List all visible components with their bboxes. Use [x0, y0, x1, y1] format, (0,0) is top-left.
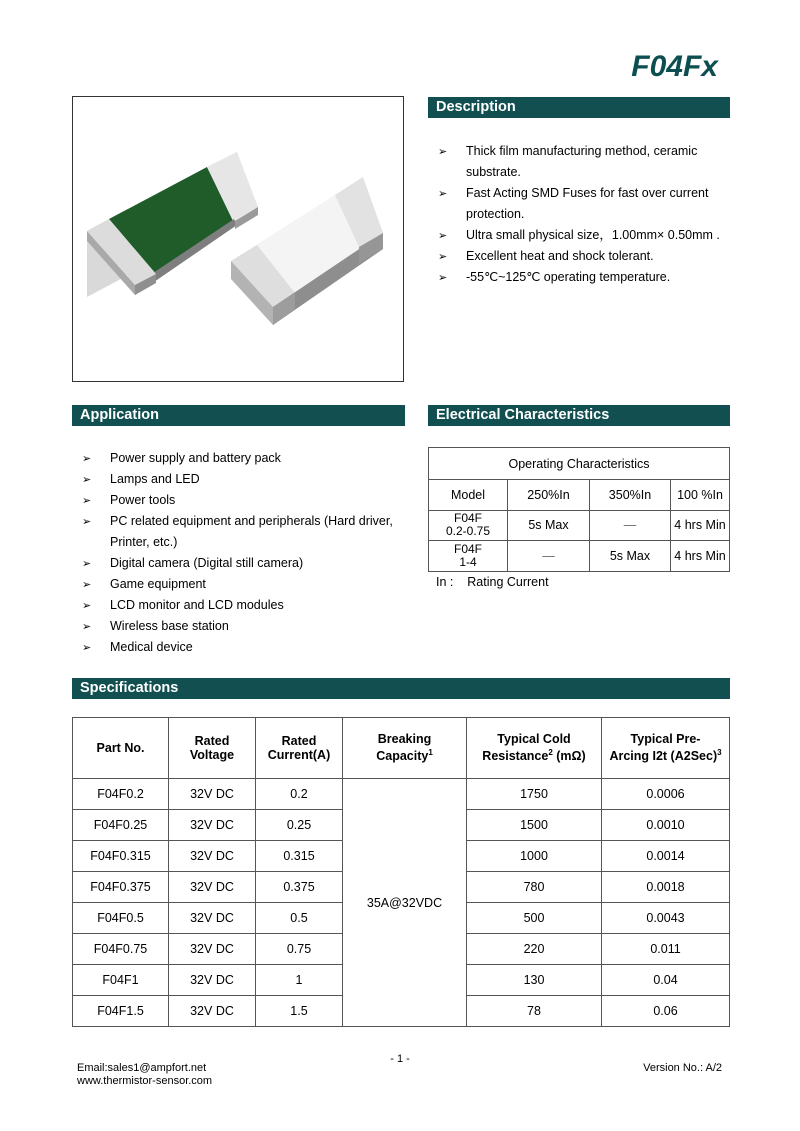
voltage-cell: 32V DC [169, 903, 256, 934]
i2t-cell: 0.0018 [602, 872, 730, 903]
i2t-cell: 0.04 [602, 965, 730, 996]
header-part-no: Part No. [73, 718, 169, 779]
application-item: ➢ Power supply and battery pack [76, 448, 406, 469]
smd-fuse-illustration [73, 97, 403, 381]
current-cell: 1.5 [256, 996, 343, 1027]
application-item: ➢ Digital camera (Digital still camera) [76, 553, 406, 574]
specifications-table [72, 717, 730, 1027]
table-row [429, 480, 730, 511]
part-cell: F04F0.2 [73, 779, 169, 810]
column-header: Model [429, 480, 508, 511]
part-cell: F04F0.315 [73, 841, 169, 872]
breaking-capacity-cell: 35A@32VDC [343, 779, 467, 1027]
part-cell: F04F1 [73, 965, 169, 996]
header-rated-voltage: Rated Voltage [169, 718, 256, 779]
document-title: F04Fx [631, 50, 718, 83]
description-item-continuation: substrate. [466, 165, 521, 179]
i2t-cell: 0.0006 [602, 779, 730, 810]
application-list [76, 448, 406, 658]
header-cold-resistance: Typical Cold Resistance$^2$ (mΩ) [467, 718, 602, 779]
voltage-cell: 32V DC [169, 872, 256, 903]
column-header: 250%In [508, 480, 590, 511]
table-row [429, 541, 730, 572]
current-cell: 0.5 [256, 903, 343, 934]
i2t-cell: 0.06 [602, 996, 730, 1027]
table-row [429, 448, 730, 480]
footer-email[interactable]: Email:sales1@ampfort.net [77, 1062, 207, 1074]
page-number: - 1 - [390, 1053, 410, 1065]
table-row [73, 779, 730, 810]
application-item: ➢ Power tools [76, 490, 406, 511]
part-cell: F04F0.375 [73, 872, 169, 903]
current-cell: 0.2 [256, 779, 343, 810]
i2t-cell: 0.0010 [602, 810, 730, 841]
current-cell: 0.315 [256, 841, 343, 872]
description-item: ➢ Excellent heat and shock tolerant. [432, 246, 730, 267]
application-heading: Application [72, 405, 405, 426]
voltage-cell: 32V DC [169, 965, 256, 996]
electrical-table-title: Operating Characteristics [429, 448, 730, 480]
product-image-frame [72, 96, 404, 382]
application-item: ➢ Lamps and LED [76, 469, 406, 490]
current-cell: 0.25 [256, 810, 343, 841]
description-item-continuation: protection. [466, 207, 525, 221]
resistance-cell: 780 [467, 872, 602, 903]
resistance-cell: 78 [467, 996, 602, 1027]
rating-current-note: In : Rating Current [436, 575, 549, 589]
model-cell: F04F 0.2-0.75 [429, 510, 508, 541]
description-heading: Description [428, 97, 730, 118]
table-row [429, 510, 730, 541]
voltage-cell: 32V DC [169, 841, 256, 872]
column-header: 350%In [590, 480, 671, 511]
resistance-cell: 220 [467, 934, 602, 965]
description-item: ➢ -55℃~125℃ operating temperature. [432, 267, 730, 288]
footer-website[interactable]: www.thermistor-sensor.com [77, 1075, 213, 1087]
description-item: ➢ Thick film manufacturing method, ceramic [432, 141, 730, 162]
current-cell: 0.75 [256, 934, 343, 965]
application-item: ➢ LCD monitor and LCD modules [76, 595, 406, 616]
model-cell: F04F 1-4 [429, 541, 508, 572]
column-header: 100 %In [671, 480, 730, 511]
table-cell: — [508, 541, 590, 572]
part-cell: F04F0.25 [73, 810, 169, 841]
resistance-cell: 130 [467, 965, 602, 996]
voltage-cell: 32V DC [169, 996, 256, 1027]
resistance-cell: 1500 [467, 810, 602, 841]
description-list [432, 141, 730, 288]
part-cell: F04F0.75 [73, 934, 169, 965]
electrical-table [428, 447, 730, 572]
part-cell: F04F1.5 [73, 996, 169, 1027]
voltage-cell: 32V DC [169, 810, 256, 841]
electrical-heading: Electrical Characteristics [428, 405, 730, 426]
application-item: ➢ Medical device [76, 637, 406, 658]
resistance-cell: 500 [467, 903, 602, 934]
header-pre-arcing: Typical Pre- Arcing I2t $(A2Sec)^3$ [602, 718, 730, 779]
footer-version: Version No.: A/2 [643, 1062, 722, 1074]
table-header-row [73, 718, 730, 779]
current-cell: 0.375 [256, 872, 343, 903]
specifications-heading: Specifications [72, 678, 730, 699]
table-cell: — [590, 510, 671, 541]
header-breaking-capacity: Breaking Capacity$^1$ [343, 718, 467, 779]
description-item: ➢ Fast Acting SMD Fuses for fast over current [432, 183, 730, 204]
table-cell: 4 hrs Min [671, 541, 730, 572]
i2t-cell: 0.011 [602, 934, 730, 965]
application-item-continuation: Printer, etc.) [110, 535, 178, 549]
resistance-cell: 1000 [467, 841, 602, 872]
i2t-cell: 0.0014 [602, 841, 730, 872]
current-cell: 1 [256, 965, 343, 996]
table-cell: 5s Max [508, 510, 590, 541]
resistance-cell: 1750 [467, 779, 602, 810]
part-cell: F04F0.5 [73, 903, 169, 934]
voltage-cell: 32V DC [169, 934, 256, 965]
application-item: ➢ PC related equipment and peripherals (Hard driver, [76, 511, 406, 532]
table-cell: 4 hrs Min [671, 510, 730, 541]
description-item: ➢ Ultra small physical size，1.00mm× 0.50mm . [432, 225, 730, 246]
voltage-cell: 32V DC [169, 779, 256, 810]
header-rated-current: Rated Current(A) [256, 718, 343, 779]
table-cell: 5s Max [590, 541, 671, 572]
application-item: ➢ Game equipment [76, 574, 406, 595]
i2t-cell: 0.0043 [602, 903, 730, 934]
application-item: ➢ Wireless base station [76, 616, 406, 637]
